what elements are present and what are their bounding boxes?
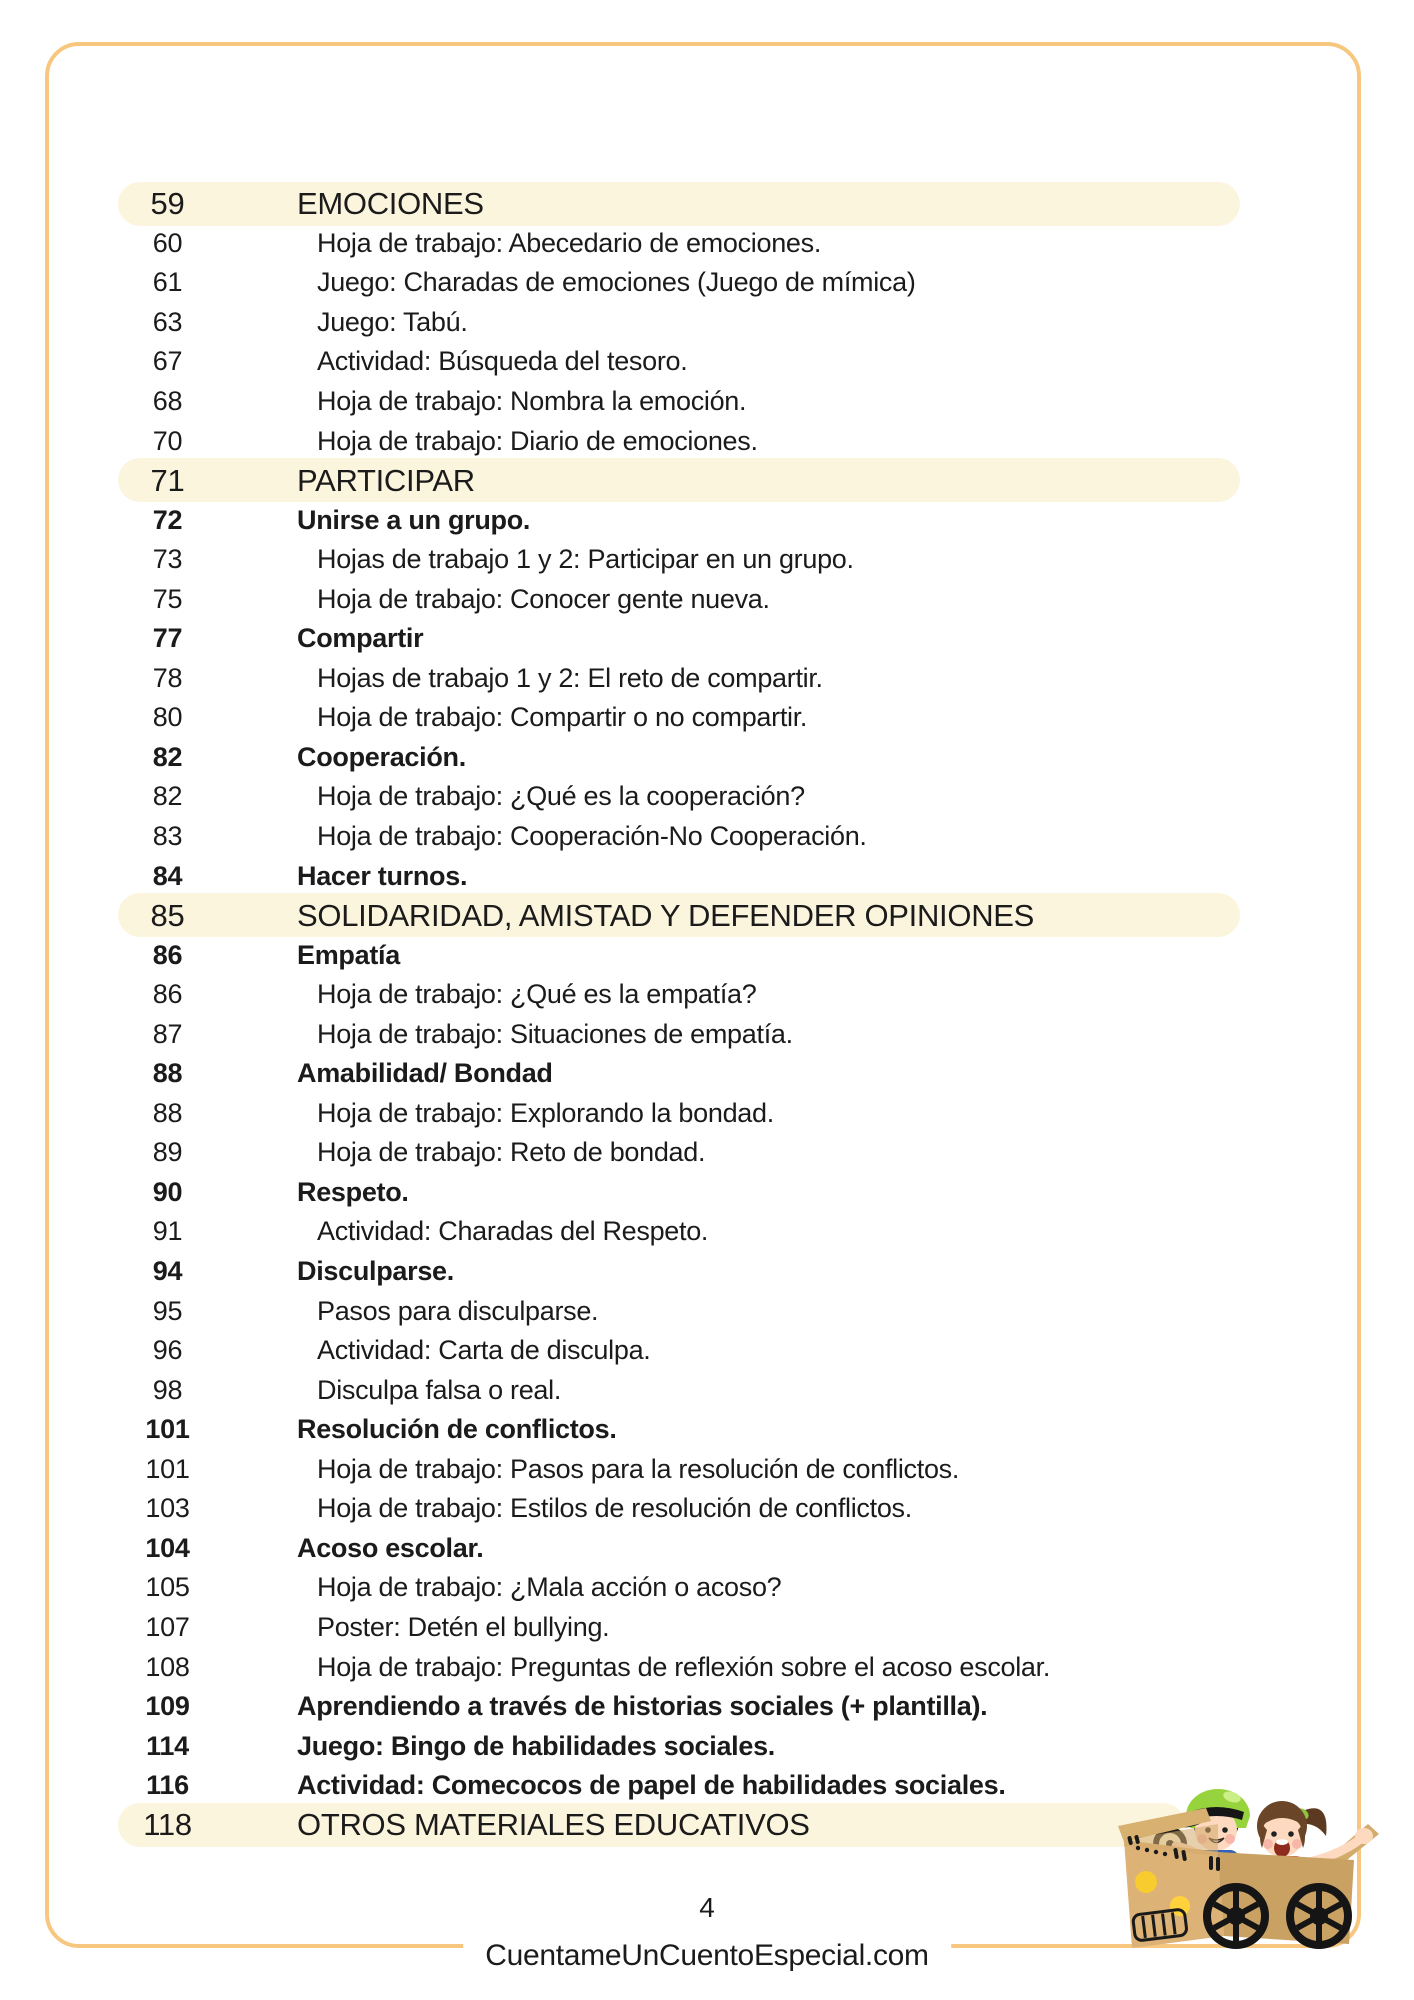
- toc-page-number: 73: [152, 544, 183, 575]
- toc-page-number: 86: [152, 939, 183, 970]
- toc-entry-label: Cooperación.: [297, 741, 466, 772]
- toc-entry-label: Hoja de trabajo: Pasos para la resolución de conflictos.: [317, 1453, 960, 1484]
- toc-entry-label: Actividad: Búsqueda del tesoro.: [317, 346, 688, 377]
- toc-entry-label: Hoja de trabajo: Compartir o no compartir.: [317, 702, 808, 733]
- toc-entry-label: Compartir: [297, 623, 424, 654]
- toc-page-number: 88: [152, 1058, 183, 1089]
- toc-page-number: 85: [150, 897, 185, 933]
- toc-entry-label: Hoja de trabajo: ¿Mala acción o acoso?: [317, 1572, 782, 1603]
- toc-page-number: 101: [145, 1453, 190, 1484]
- toc-page-number: 78: [152, 662, 183, 693]
- toc-row: [0, 500, 1414, 540]
- toc-page-number: 60: [152, 227, 183, 258]
- toc-entry-label: Acoso escolar.: [297, 1532, 484, 1563]
- table-of-contents: [0, 184, 1414, 1845]
- toc-entry-label: Hoja de trabajo: Conocer gente nueva.: [317, 583, 770, 614]
- toc-row: [0, 738, 1414, 778]
- toc-entry-label: Actividad: Charadas del Respeto.: [317, 1216, 709, 1247]
- toc-page-number: 84: [152, 860, 183, 891]
- toc-row: [0, 817, 1414, 857]
- footer-website: CuentameUnCuentoEspecial.com: [463, 1939, 951, 1973]
- toc-row: [0, 1291, 1414, 1331]
- toc-entry-label: Juego: Tabú.: [317, 306, 468, 337]
- toc-row: [0, 935, 1414, 975]
- toc-row: [0, 1450, 1414, 1490]
- toc-page-number: 86: [152, 979, 183, 1010]
- toc-entry-label: Hoja de trabajo: ¿Qué es la empatía?: [317, 979, 757, 1010]
- toc-row: [0, 263, 1414, 303]
- toc-page-number: 67: [152, 346, 183, 377]
- toc-row: [0, 698, 1414, 738]
- toc-page-number: 95: [152, 1295, 183, 1326]
- toc-page-number: 82: [152, 781, 183, 812]
- toc-entry-label: Hoja de trabajo: Reto de bondad.: [317, 1137, 706, 1168]
- toc-entry-label: Unirse a un grupo.: [297, 504, 531, 535]
- toc-entry-label: Actividad: Comecocos de papel de habilidades sociales.: [297, 1770, 1006, 1801]
- toc-entry-label: Aprendiendo a través de historias sociales (+ plantilla).: [297, 1691, 988, 1722]
- toc-row: [0, 1489, 1414, 1529]
- toc-entry-label: Hoja de trabajo: Explorando la bondad.: [317, 1097, 774, 1128]
- toc-row: [0, 1568, 1414, 1608]
- toc-page-number: 63: [152, 306, 183, 337]
- toc-row: [0, 659, 1414, 699]
- toc-page-number: 118: [143, 1807, 192, 1843]
- toc-page-number: 80: [152, 702, 183, 733]
- toc-entry-label: Actividad: Carta de disculpa.: [317, 1335, 651, 1366]
- toc-section-row: [0, 184, 1414, 224]
- toc-row: [0, 1647, 1414, 1687]
- toc-page-number: 68: [152, 386, 183, 416]
- toc-page-number: 88: [152, 1097, 183, 1128]
- toc-page-number: 107: [145, 1611, 190, 1642]
- toc-row: [0, 1054, 1414, 1094]
- toc-row: [0, 1133, 1414, 1173]
- toc-page-number: 105: [145, 1572, 190, 1603]
- toc-entry-label: Hojas de trabajo 1 y 2: El reto de compartir.: [317, 662, 823, 693]
- toc-entry-label: Disculparse.: [297, 1256, 454, 1287]
- toc-row: [0, 1331, 1414, 1371]
- toc-entry-label: Hoja de trabajo: Preguntas de reflexión sobre el acoso escolar.: [317, 1651, 1051, 1682]
- toc-row: [0, 540, 1414, 580]
- toc-section-row: [0, 896, 1414, 936]
- toc-page-number: 75: [152, 583, 183, 614]
- toc-page-number: 96: [152, 1335, 183, 1366]
- toc-row: [0, 579, 1414, 619]
- toc-entry-label: Pasos para disculparse.: [317, 1295, 599, 1326]
- toc-entry-label: Hoja de trabajo: Abecedario de emociones.: [317, 227, 822, 258]
- toc-row: [0, 303, 1414, 343]
- toc-row: [0, 1014, 1414, 1054]
- toc-row: [0, 1252, 1414, 1292]
- toc-entry-label: SOLIDARIDAD, AMISTAD Y DEFENDER OPINIONES: [297, 897, 1035, 933]
- toc-entry-label: PARTICIPAR: [297, 462, 475, 498]
- toc-entry-label: Hoja de trabajo: Diario de emociones.: [317, 425, 758, 456]
- toc-row: [0, 1687, 1414, 1727]
- toc-entry-label: Hoja de trabajo: Situaciones de empatía.: [317, 1018, 793, 1049]
- toc-row: [0, 224, 1414, 264]
- toc-page-number: 71: [150, 462, 185, 498]
- page-number: 4: [699, 1892, 715, 1923]
- toc-row: [0, 1173, 1414, 1213]
- toc-page-number: 59: [150, 185, 185, 221]
- kids-box-car-illustration: [1116, 1764, 1398, 1956]
- toc-page-number: 72: [152, 504, 183, 535]
- section-highlight-band: [118, 458, 1240, 502]
- toc-page-number: 83: [152, 821, 183, 852]
- toc-row: [0, 1370, 1414, 1410]
- toc-entry-label: Hoja de trabajo: Cooperación-No Cooperación.: [317, 821, 867, 852]
- toc-row: [0, 1410, 1414, 1450]
- toc-page-number: 101: [145, 1414, 190, 1445]
- toc-entry-label: Poster: Detén el bullying.: [317, 1611, 610, 1642]
- toc-entry-label: OTROS MATERIALES EDUCATIVOS: [297, 1807, 810, 1843]
- toc-row: [0, 382, 1414, 422]
- toc-page-number: 98: [152, 1374, 183, 1405]
- toc-page-number: 77: [152, 623, 183, 654]
- toc-entry-label: Hoja de trabajo: ¿Qué es la cooperación?: [317, 781, 805, 812]
- toc-page-number: 82: [152, 741, 183, 772]
- toc-section-row: [0, 461, 1414, 501]
- toc-page-number: 91: [152, 1216, 183, 1247]
- toc-entry-label: Juego: Charadas de emociones (Juego de mímica): [317, 267, 916, 298]
- toc-row: [0, 975, 1414, 1015]
- toc-row: [0, 1094, 1414, 1134]
- toc-page-number: 114: [146, 1730, 189, 1761]
- toc-page-number: 108: [145, 1651, 190, 1682]
- toc-entry-label: Hoja de trabajo: Nombra la emoción.: [317, 386, 747, 416]
- toc-entry-label: Hacer turnos.: [297, 860, 468, 891]
- toc-row: [0, 342, 1414, 382]
- toc-page-number: 104: [145, 1532, 190, 1563]
- toc-row: [0, 1726, 1414, 1766]
- toc-entry-label: Resolución de conflictos.: [297, 1414, 617, 1445]
- toc-page-number: 61: [152, 267, 183, 298]
- toc-entry-label: Juego: Bingo de habilidades sociales.: [297, 1730, 776, 1761]
- toc-entry-label: Hoja de trabajo: Estilos de resolución de conflictos.: [317, 1493, 912, 1524]
- toc-page-number: 70: [152, 425, 183, 456]
- toc-page-number: 109: [145, 1691, 190, 1722]
- toc-page-number: 89: [152, 1137, 183, 1168]
- toc-entry-label: Hojas de trabajo 1 y 2: Participar en un grupo.: [317, 544, 854, 575]
- toc-row: [0, 856, 1414, 896]
- toc-entry-label: Respeto.: [297, 1176, 409, 1207]
- toc-row: [0, 1608, 1414, 1648]
- toc-page-number: 94: [152, 1256, 183, 1287]
- toc-row: [0, 619, 1414, 659]
- toc-page-number: 87: [152, 1018, 183, 1049]
- toc-row: [0, 777, 1414, 817]
- toc-row: [0, 1529, 1414, 1569]
- toc-entry-label: Amabilidad/ Bondad: [297, 1058, 553, 1089]
- toc-page-number: 103: [145, 1493, 190, 1524]
- toc-entry-label: EMOCIONES: [297, 185, 484, 221]
- section-highlight-band: [118, 182, 1240, 226]
- toc-row: [0, 421, 1414, 461]
- toc-page-number: 90: [152, 1176, 183, 1207]
- toc-entry-label: Disculpa falsa o real.: [317, 1374, 562, 1405]
- toc-entry-label: Empatía: [297, 939, 400, 970]
- toc-page-number: 116: [146, 1770, 189, 1801]
- toc-row: [0, 1212, 1414, 1252]
